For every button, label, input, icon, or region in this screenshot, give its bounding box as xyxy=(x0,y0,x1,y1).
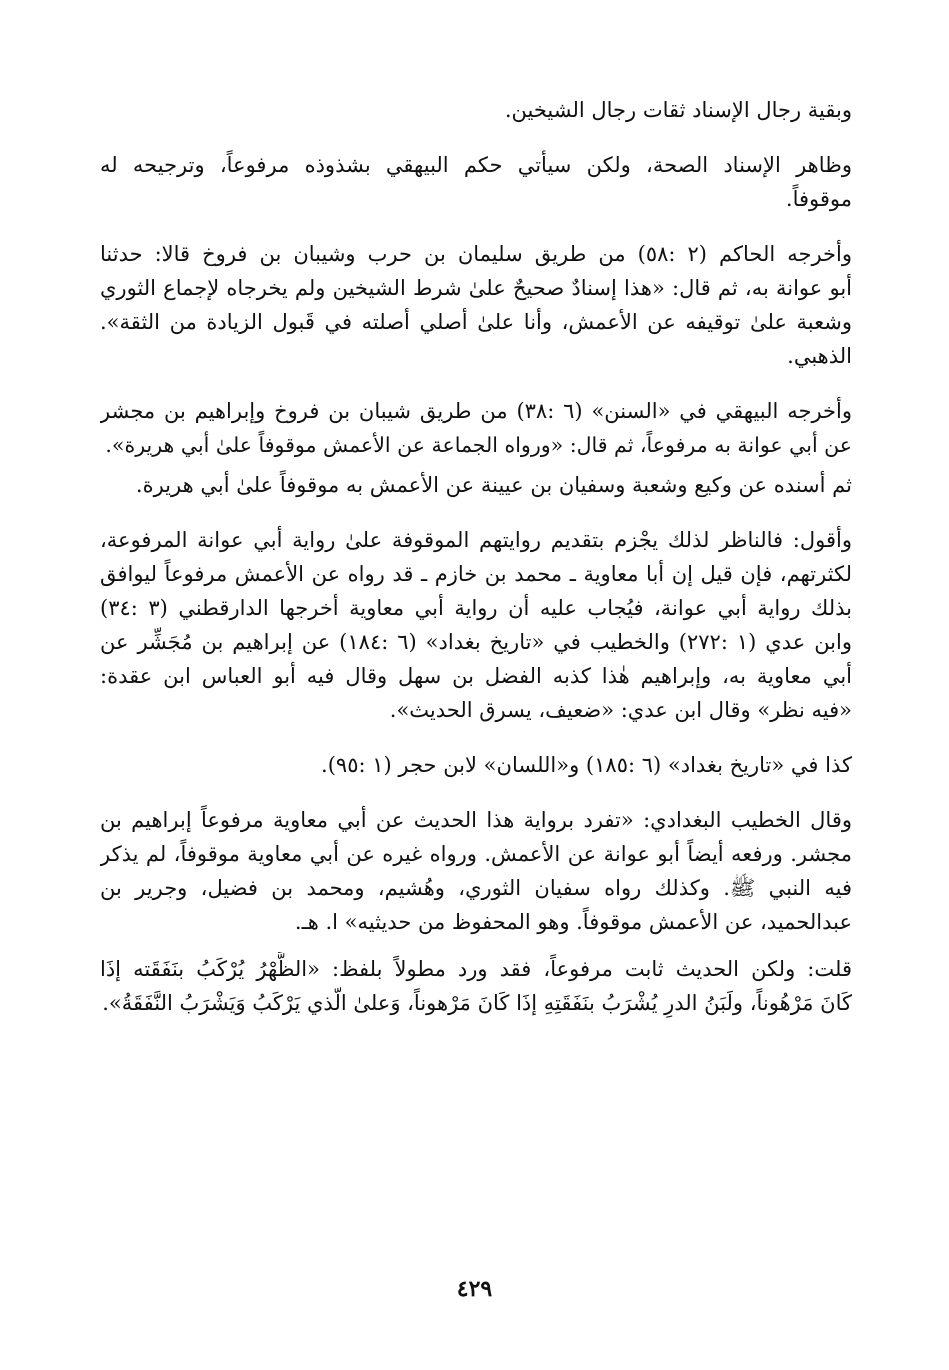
paragraph-khatib xyxy=(100,803,852,939)
text-line: أبي معاوية به، وإبراهيم هٰذا كذبه الفضل بن سهل وقال فيه أبو العباس ابن عقدة: xyxy=(100,664,852,688)
paragraph-qultu xyxy=(100,952,852,1020)
text-line: قلت: ولكن الحديث ثابت مرفوعاً، فقد ورد مطولاً بلفظ: «الظَّهْرُ يُرْكَبُ بنَفَقَته إذَا xyxy=(100,957,852,981)
text-line: موقوفاً. xyxy=(785,187,852,211)
paragraph-gap xyxy=(100,373,852,394)
paragraph-gap xyxy=(100,727,852,748)
paragraph-gap xyxy=(100,127,852,148)
text-line: الذهبي. xyxy=(787,344,852,368)
text-line: عن أبي عوانة به مرفوعاً، ثم قال: «ورواه الجماعة عن الأعمش موقوفاً علىٰ أبي هريرة». xyxy=(105,433,852,457)
paragraph-asnadahu xyxy=(100,468,852,502)
text-line: كذا في «تاريخ بغداد» (٦ :١٨٥) و«اللسان» لابن حجر (١ :٩٥). xyxy=(321,753,852,777)
text-line: لكثرتهم، فإن قيل إن أبا معاوية ـ محمد بن خازم ـ قد رواه عن الأعمش مرفوعاً ليوافق xyxy=(100,562,852,586)
paragraph-bayhaqi xyxy=(100,394,852,462)
text-line: «فيه نظر» وقال ابن عدي: «ضعيف، يسرق الحديث». xyxy=(389,698,852,722)
text-line: وأخرجه البيهقي في «السنن» (٦ :٣٨) من طريق شيبان بن فروخ وإبراهيم بن مجشر xyxy=(100,399,852,423)
paragraph-isnad-sahih xyxy=(100,148,852,216)
page-number: ٤٢٩ xyxy=(456,1276,493,1302)
text-line: عبدالحميد، عن الأعمش موقوفاً. وهو المحفوظ من حديثيه» ا. هـ. xyxy=(294,910,852,934)
text-line: فيه النبي ﷺ. وكذلك رواه سفيان الثوري، وهُشيم، ومحمد بن فضيل، وجرير بن xyxy=(100,876,852,900)
paragraph-gap xyxy=(100,782,852,803)
text-line: وبقية رجال الإسناد ثقات رجال الشيخين. xyxy=(504,98,852,122)
paragraph-kadha xyxy=(100,748,852,782)
paragraph-gap xyxy=(100,216,852,237)
text-line: كَانَ مَرْهُوناً، ولَبَنُ الدرِ يُشْرَبُ بنَفَقَتِهِ إذَا كَانَ مَرْهوناً، وَعلىٰ الّذي يَرْكَبُ وَيَشْرَبُ النَّفَقَةُ». xyxy=(102,991,852,1015)
text-line: وأخرجه الحاكم (٢ :٥٨) من طريق سليمان بن حرب وشيبان بن فروخ قالا: حدثنا xyxy=(100,242,852,266)
paragraph-gap xyxy=(100,939,852,952)
text-line: أبو عوانة به، ثم قال: «هذا إسنادٌ صحيحٌ علىٰ شرط الشيخين ولم يخرجاه لإجماع الثوري xyxy=(100,276,852,300)
text-line: وأقول: فالناظر لذلك يجْزم بتقديم روايتهم الموقوفة علىٰ رواية أبي عوانة المرفوعة، xyxy=(100,528,852,552)
text-line: وشعبة علىٰ توقيفه عن الأعمش، وأنا علىٰ أصلي أصلته في قَبول الزيادة من الثقة». xyxy=(100,310,852,334)
text-line: مجشر. ورفعه أيضاً أبو عوانة عن الأعمش. ورواه غيره عن أبي معاوية موقوفاً، لم يذكر xyxy=(100,842,852,866)
paragraph-gap xyxy=(100,502,852,523)
page-body xyxy=(100,93,852,1020)
text-line: ثم أسنده عن وكيع وشعبة وسفيان بن عيينة عن الأعمش به موقوفاً علىٰ أبي هريرة. xyxy=(135,473,852,497)
text-line: وقال الخطيب البغدادي: «تفرد برواية هذا الحديث عن أبي معاوية مرفوعاً إبراهيم بن xyxy=(100,808,852,832)
paragraph-hakim xyxy=(100,237,852,373)
paragraph-aqul xyxy=(100,523,852,727)
text-line: بذلك رواية أبي عوانة، فيُجاب عليه أن رواية أبي معاوية أخرجها الدارقطني (٣ :٣٤) xyxy=(100,596,852,620)
text-line: وابن عدي (١ :٢٧٢) والخطيب في «تاريخ بغداد» (٦ :١٨٤) عن إبراهيم بن مُجَشِّر عن xyxy=(100,630,852,654)
paragraph-isnad-narrators xyxy=(100,93,852,127)
text-line: وظاهر الإسناد الصحة، ولكن سيأتي حكم البيهقي بشذوذه مرفوعاً، وترجيحه له xyxy=(100,153,852,177)
